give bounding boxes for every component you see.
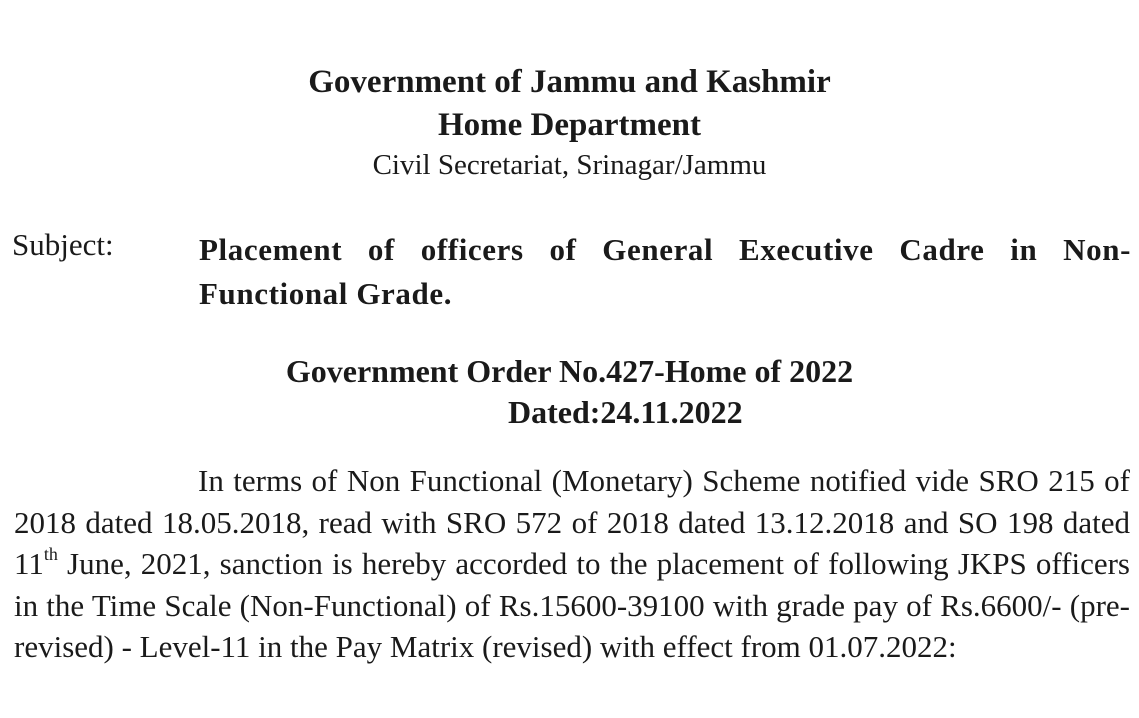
office-address: Civil Secretariat, Srinagar/Jammu xyxy=(372,149,767,181)
body-text-part-1: In terms of Non Functional (Monetary) Scheme notified vide SRO 215 of 2018 dated 18.05.2018, read with SRO 572 of 2018 dated 13.12.2018 and SO 198 dated 11 xyxy=(14,463,1130,581)
order-date: Dated:24.11.2022 xyxy=(508,394,743,430)
department-title: Home Department xyxy=(437,107,701,143)
order-body-paragraph xyxy=(14,460,1130,668)
subject-text: Placement of officers of General Executive Cadre in Non-Functional Grade. xyxy=(199,232,1131,311)
order-number: Government Order No.427-Home of 2022 xyxy=(285,353,854,389)
government-title: Government of Jammu and Kashmir xyxy=(308,64,831,100)
ordinal-superscript: th xyxy=(43,544,58,564)
subject-label: Subject: xyxy=(12,227,114,262)
body-text-part-2: June, 2021, sanction is hereby accorded to the placement of following JKPS officers in the Time Scale (Non-Functional) of Rs.15600-39100 with grade pay of Rs.6600/- (pre-revised) - Level-11 in the Pay Matrix (revised) with effect from 01.07.2022: xyxy=(14,546,1130,664)
